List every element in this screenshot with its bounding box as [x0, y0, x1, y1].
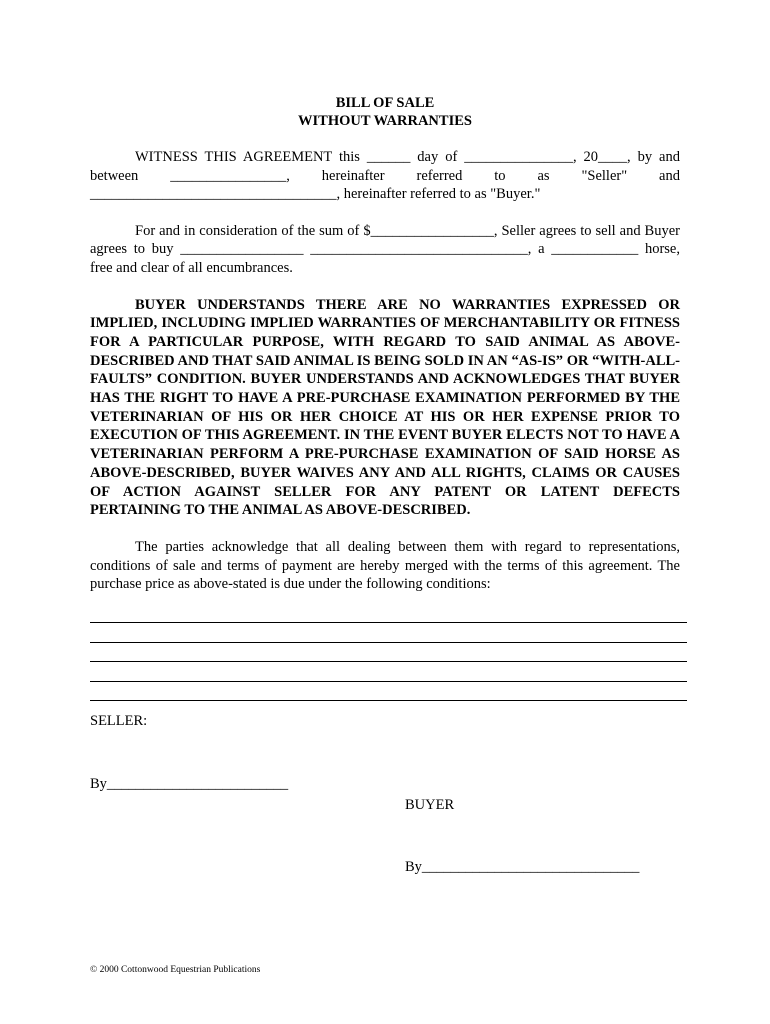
- consideration-paragraph: For and in consideration of the sum of $_________________, Seller agrees to sell and Buyer agrees to buy _________________ ______________________________, a ____________ horse, free and clear of all encumbrances.: [90, 222, 680, 276]
- copyright-footer: © 2000 Cottonwood Equestrian Publications: [90, 965, 261, 975]
- seller-label: SELLER:: [90, 713, 148, 729]
- witness-text-c: __________________________________, hereinafter referred to as "Buyer.": [90, 186, 541, 203]
- agreement-body: [90, 94, 680, 701]
- title-line-1: BILL OF SALE: [335, 95, 435, 111]
- buyer-label: BUYER: [405, 797, 455, 813]
- blank-line[interactable]: [90, 682, 687, 702]
- blank-line[interactable]: [90, 662, 687, 682]
- witness-text-b: ________________, hereinafter referred to as "Seller" and: [170, 167, 680, 184]
- blank-line[interactable]: [90, 643, 687, 663]
- buyer-signature-line[interactable]: By______________________________: [405, 859, 640, 875]
- blank-line[interactable]: [90, 604, 687, 624]
- blank-line[interactable]: [90, 623, 687, 643]
- disclaimer-paragraph: BUYER UNDERSTANDS THERE ARE NO WARRANTIES EXPRESSED OR IMPLIED, INCLUDING IMPLIED WARRANTIES OF MERCHANTABILITY OR FITNESS FOR A PARTICULAR PURPOSE, WITH REGARD TO SAID ANIMAL AS ABOVE-DESCRIBED AND THAT SAID ANIMAL IS BEING SOLD IN AN “AS-IS” OR “WITH-ALL-FAULTS” CONDITION. BUYER UNDERSTANDS AND ACKNOWLEDGES THAT BUYER HAS THE RIGHT TO HAVE A PRE-PURCHASE EXAMINATION PERFORMED BY THE VETERINARIAN OF HIS OR HER CHOICE AT HIS OR HER EXPENSE PRIOR TO EXECUTION OF THIS AGREEMENT. IN THE EVENT BUYER ELECTS NOT TO HAVE A VETERINARIAN PERFORM A PRE-PURCHASE EXAMINATION OF SAID HORSE AS ABOVE-DESCRIBED, BUYER WAIVES ANY AND ALL RIGHTS, CLAIMS OR CAUSES OF ACTION AGAINST SELLER FOR ANY PATENT OR LATENT DEFECTS PERTAINING TO THE ANIMAL AS ABOVE-DESCRIBED.: [90, 296, 680, 519]
- witness-paragraph: [90, 148, 680, 204]
- document-title: [90, 94, 680, 130]
- acknowledgement-paragraph: The parties acknowledge that all dealing between them with regard to representations, conditions of sale and terms of payment are hereby merged with the terms of this agreement. The purchase price as above-stated is due under the following conditions:: [90, 539, 680, 593]
- title-line-2: WITHOUT WARRANTIES: [298, 113, 472, 129]
- witness-text-a: WITNESS THIS AGREEMENT this ______ day of _______________, 20____, by and between: [90, 149, 680, 184]
- seller-signature-line[interactable]: By_________________________: [90, 776, 289, 792]
- conditions-blank-lines[interactable]: [90, 604, 687, 702]
